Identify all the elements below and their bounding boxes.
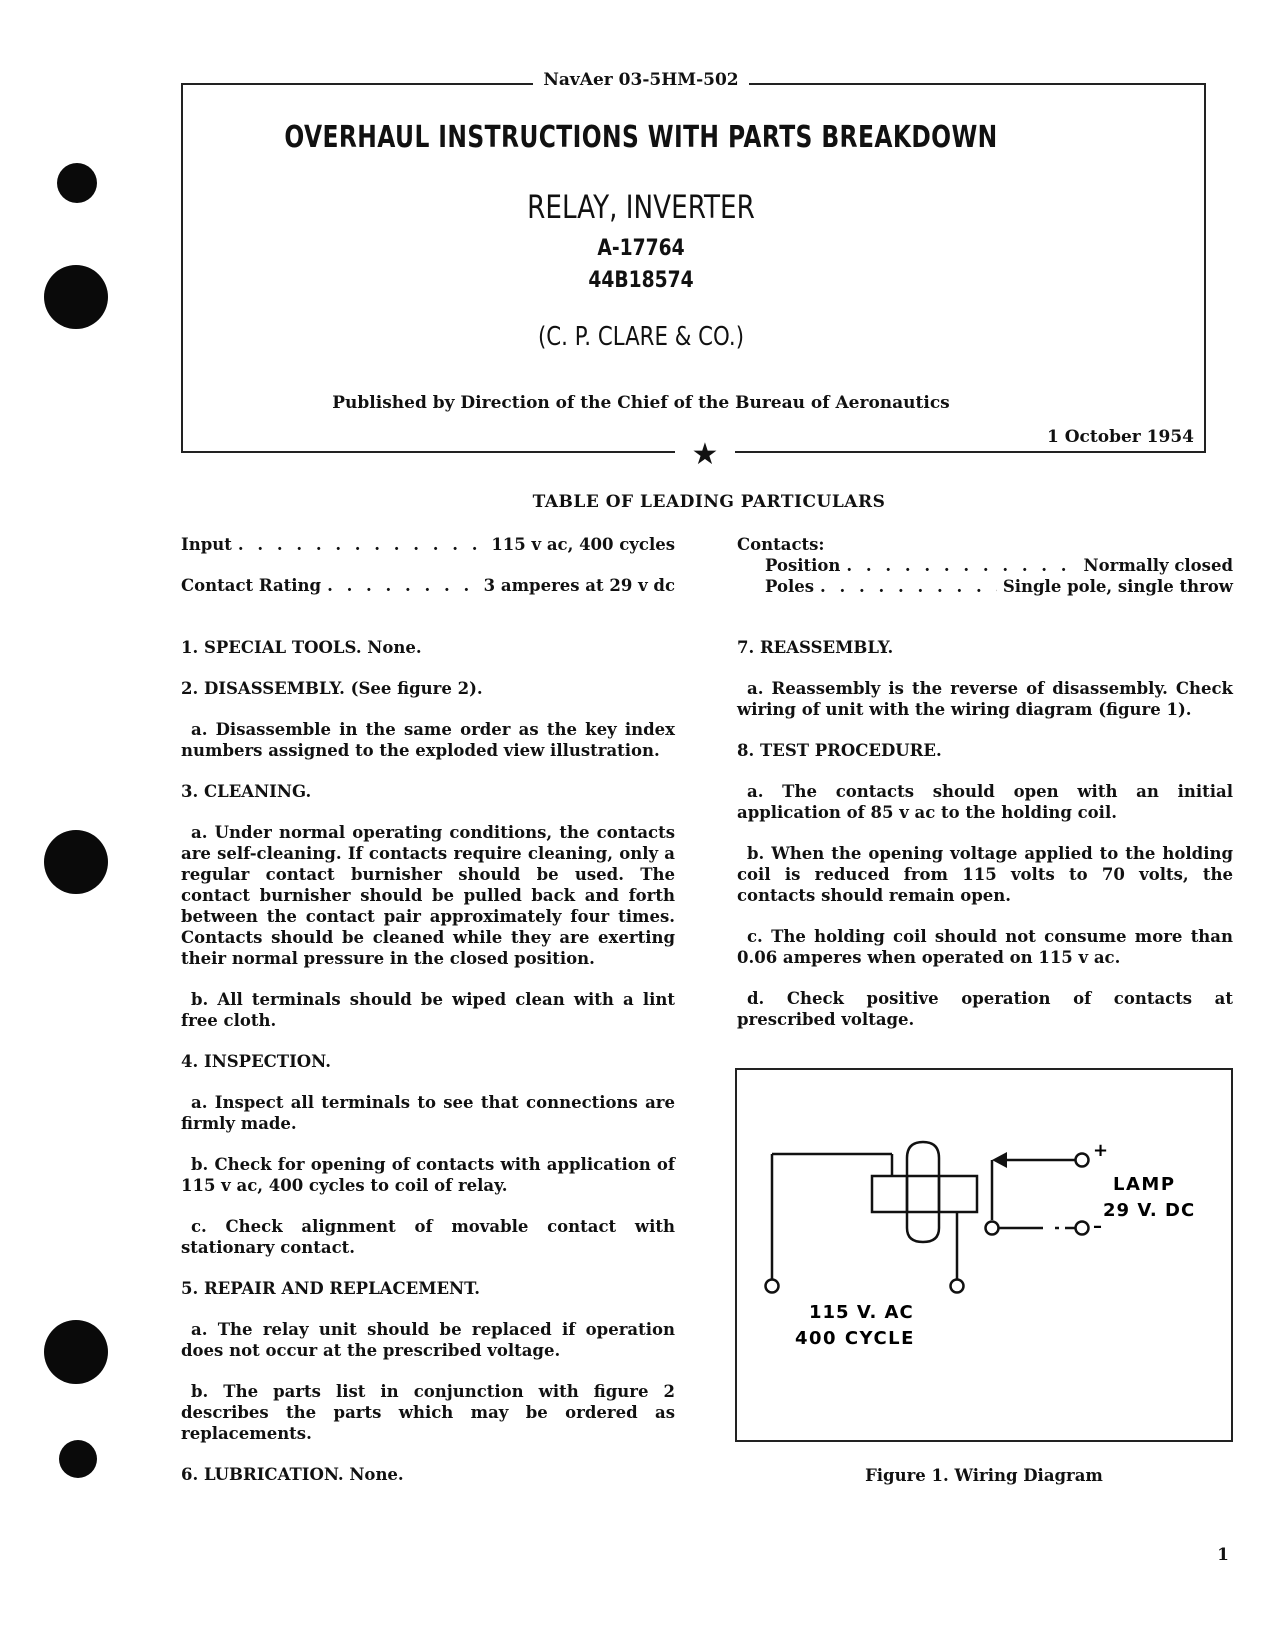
section-heading: 8. TEST PROCEDURE.: [737, 741, 942, 760]
particulars-right: [737, 534, 1233, 597]
wiring-diagram: [735, 1068, 1233, 1442]
published-by: Published by Direction of the Chief of the Bureau of Aeronautics: [332, 393, 950, 413]
publication-date: 1 October 1954: [1047, 427, 1194, 447]
body-left-column: [181, 637, 675, 1505]
particular-position: [737, 555, 1233, 576]
manufacturer: (C. P. CLARE & CO.): [537, 322, 745, 352]
paragraph: d. Check positive operation of contacts at prescribed voltage.: [737, 989, 1233, 1029]
figure-caption: Figure 1. Wiring Diagram: [865, 1466, 1103, 1485]
particulars-left: [181, 534, 675, 596]
section-heading: 5. REPAIR AND REPLACEMENT.: [181, 1279, 481, 1298]
particular-label: Poles: [765, 577, 815, 596]
paragraph: a. The contacts should open with an initial application of 85 v ac to the holding coil.: [737, 782, 1233, 822]
leader-dots: [846, 555, 1077, 576]
ac-voltage-label: 115 V. AC: [809, 1302, 914, 1323]
paragraph: b. The parts list in conjunction with figure 2 describes the parts which may be ordered as replacements.: [181, 1382, 675, 1443]
particular-value: Normally closed: [1083, 556, 1233, 575]
particular-label: Input: [181, 535, 232, 554]
contact-arrow: [992, 1152, 1007, 1168]
binder-hole-3: [44, 830, 108, 894]
particular-contact-rating: [181, 575, 675, 596]
particular-contacts-heading: Contacts:: [737, 535, 825, 554]
leader-dots: [238, 534, 485, 555]
paragraph: c. Check alignment of movable contact with stationary contact.: [181, 1217, 675, 1257]
body-right-column: [737, 637, 1233, 1050]
page-number: 1: [1217, 1545, 1229, 1565]
terminal: [986, 1222, 999, 1235]
particular-value: 115 v ac, 400 cycles: [491, 535, 675, 554]
document-title: OVERHAUL INSTRUCTIONS WITH PARTS BREAKDOWN: [284, 120, 998, 155]
section-heading: 1. SPECIAL TOOLS. None.: [181, 638, 422, 657]
star-icon: ★: [675, 440, 735, 470]
paragraph: a. Disassemble in the same order as the key index numbers assigned to the exploded view illustration.: [181, 720, 675, 760]
paragraph: a. Reassembly is the reverse of disassembly. Check wiring of unit with the wiring diagram (figure 1).: [737, 679, 1233, 719]
particular-label: Position: [765, 556, 841, 575]
wiring-diagram-svg: [737, 1070, 1231, 1440]
paragraph: b. When the opening voltage applied to the holding coil is reduced from 115 volts to 70 volts, the contacts should remain open.: [737, 844, 1233, 905]
lamp-label: LAMP: [1113, 1174, 1176, 1195]
minus-label: –: [1093, 1216, 1102, 1237]
ac-cycle-label: 400 CYCLE: [795, 1328, 915, 1349]
particular-value: Single pole, single throw: [1002, 577, 1233, 596]
lamp-voltage-label: 29 V. DC: [1103, 1200, 1196, 1221]
relay-coil: [872, 1176, 977, 1212]
section-heading: 2. DISASSEMBLY. (See figure 2).: [181, 679, 483, 698]
terminal: [1076, 1154, 1089, 1167]
section-heading: 6. LUBRICATION. None.: [181, 1465, 404, 1484]
leader-dots: [820, 576, 997, 597]
plus-label: +: [1093, 1140, 1109, 1161]
paragraph: a. Inspect all terminals to see that connections are firmly made.: [181, 1093, 675, 1133]
section-heading: 3. CLEANING.: [181, 782, 312, 801]
paragraph: c. The holding coil should not consume more than 0.06 amperes when operated on 115 v ac.: [737, 927, 1233, 967]
terminal: [1076, 1222, 1089, 1235]
part-number-2: 44B18574: [588, 268, 694, 293]
leader-dots: [327, 575, 478, 596]
part-number-1: A-17764: [597, 236, 685, 261]
document-subtitle: RELAY, INVERTER: [527, 188, 755, 226]
coil-winding: [907, 1176, 939, 1242]
paragraph: a. Under normal operating conditions, the contacts are self-cleaning. If contacts require cleaning, only a regular contact burnisher should be used. The contact burnisher should be pulled back and forth between the contact pair approximately four times. Contacts should be cleaned while they are exerting their normal pressure in the closed position.: [181, 823, 675, 968]
document-id: NavAer 03-5HM-502: [0, 70, 1282, 90]
binder-hole-1: [57, 163, 97, 203]
section-heading: 4. INSPECTION.: [181, 1052, 331, 1071]
particular-poles: [737, 576, 1233, 597]
particulars-title: TABLE OF LEADING PARTICULARS: [532, 492, 886, 512]
particular-value: 3 amperes at 29 v dc: [483, 576, 675, 595]
binder-hole-5: [59, 1440, 97, 1478]
terminal: [951, 1280, 964, 1293]
particular-input: [181, 534, 675, 555]
section-heading: 7. REASSEMBLY.: [737, 638, 894, 657]
paragraph: b. All terminals should be wiped clean with a lint free cloth.: [181, 990, 675, 1030]
particular-label: Contact Rating: [181, 576, 322, 595]
paragraph: a. The relay unit should be replaced if operation does not occur at the prescribed voltage.: [181, 1320, 675, 1360]
terminal: [766, 1280, 779, 1293]
binder-hole-4: [44, 1320, 108, 1384]
paragraph: b. Check for opening of contacts with application of 115 v ac, 400 cycles to coil of relay.: [181, 1155, 675, 1195]
